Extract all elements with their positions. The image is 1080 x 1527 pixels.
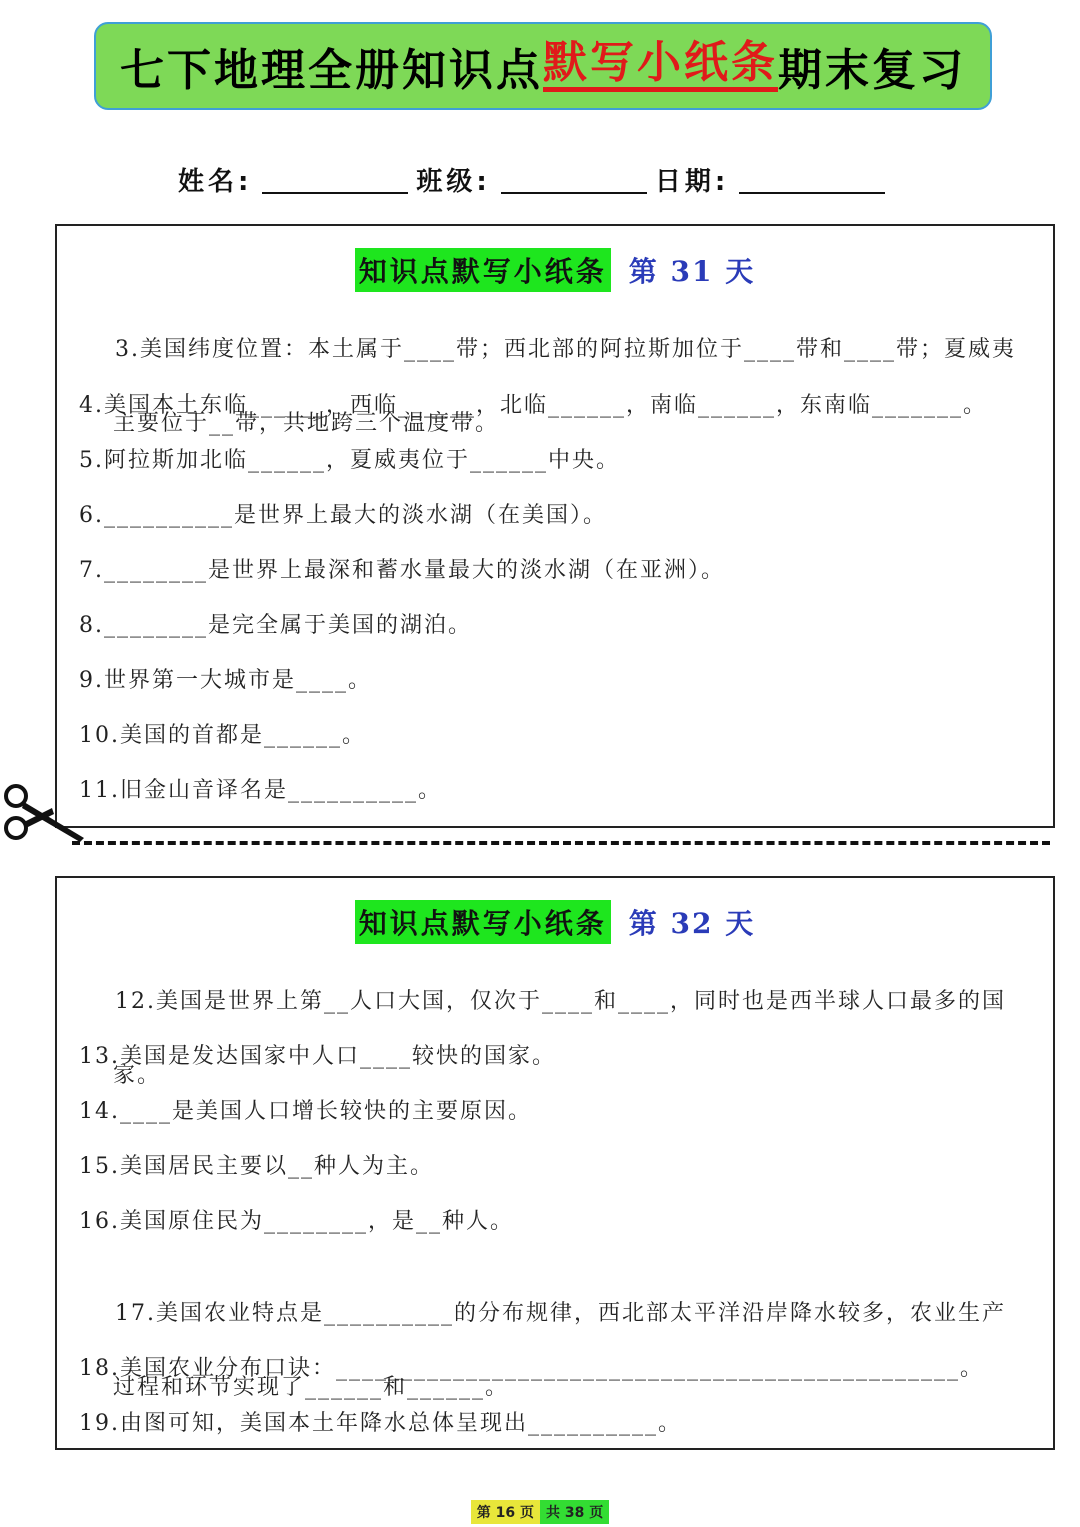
note-card-day-31 <box>55 224 1055 828</box>
question-line: 5.阿拉斯加北临______，夏威夷位于______中央。 <box>79 448 620 473</box>
question-line: 13.美国是发达国家中人口____较快的国家。 <box>79 1044 556 1069</box>
page-footer <box>0 1500 1080 1524</box>
question-line: 3.美国纬度位置：本土属于____带；西北部的阿拉斯加位于____带和____带；夏威夷 <box>114 337 1016 362</box>
question-line: 家。 <box>113 1063 162 1088</box>
question-line: 16.美国原住民为________，是__种人。 <box>79 1209 514 1234</box>
class-label: 班级: <box>416 167 491 197</box>
question-14 <box>79 1093 1029 1130</box>
card-tag: 知识点默写小纸条 <box>355 900 611 944</box>
card-day: 第 31 天 <box>628 255 756 288</box>
question-15 <box>79 1148 1029 1185</box>
title-highlight: 默写小纸条 <box>543 40 778 91</box>
question-line: 11.旧金山音译名是__________。 <box>79 778 442 803</box>
question-line: 17.美国农业特点是__________的分布规律，西北部太平洋沿岸降水较多，农业生产 <box>114 1301 1006 1326</box>
card-tag: 知识点默写小纸条 <box>355 248 611 292</box>
question-line: 8.________是完全属于美国的湖泊。 <box>79 613 472 638</box>
question-8 <box>79 607 1029 644</box>
title-prefix: 七下地理全册知识点 <box>120 45 543 96</box>
date-field[interactable] <box>739 162 885 194</box>
date-label: 日期: <box>654 167 730 197</box>
question-13 <box>79 1038 1029 1075</box>
question-line: 12.美国是世界上第__人口大国，仅次于____和____，同时也是西半球人口最多的国 <box>114 989 1006 1014</box>
question-16 <box>79 1203 1029 1240</box>
question-line: 主要位于__带，共地跨三个温度带。 <box>113 411 500 436</box>
question-line: 14.____是美国人口增长较快的主要原因。 <box>79 1099 532 1124</box>
student-info-row <box>178 152 893 198</box>
question-6 <box>79 497 1029 534</box>
question-line: 15.美国居民主要以__种人为主。 <box>79 1154 434 1179</box>
question-line: 10.美国的首都是______。 <box>79 723 366 748</box>
question-5 <box>79 442 1029 479</box>
note-card-day-32 <box>55 876 1055 1450</box>
page-number: 第 16 页 <box>471 1500 540 1524</box>
question-18 <box>79 1350 1029 1387</box>
name-field[interactable] <box>262 162 408 194</box>
question-19 <box>79 1405 1029 1442</box>
cut-line <box>72 841 1050 845</box>
card-header <box>57 248 1053 292</box>
question-4 <box>79 387 1029 424</box>
question-line: 9.世界第一大城市是____。 <box>79 668 372 693</box>
card-header <box>57 900 1053 944</box>
scissors-icon <box>0 778 86 846</box>
question-line: 4.美国本土东临______，西临______，北临______，南临______，东南临_______。 <box>79 393 987 418</box>
question-10 <box>79 717 1029 754</box>
question-9 <box>79 662 1029 699</box>
question-line: 19.由图可知，美国本土年降水总体呈现出__________。 <box>79 1411 682 1436</box>
class-field[interactable] <box>501 162 647 194</box>
name-label: 姓名: <box>178 167 253 197</box>
page-total: 共 38 页 <box>540 1500 609 1524</box>
question-11 <box>79 772 1029 809</box>
title-suffix: 期末复习 <box>778 45 966 96</box>
question-line: 18.美国农业分布口诀：________________________________________________。 <box>79 1356 984 1381</box>
question-line: 过程和环节实现了______和______。 <box>113 1375 510 1400</box>
question-line: 7.________是世界上最深和蓄水量最大的淡水湖（在亚洲）。 <box>79 558 725 583</box>
page-title <box>94 22 992 110</box>
card-day: 第 32 天 <box>628 907 756 940</box>
question-7 <box>79 552 1029 589</box>
question-line: 6.__________是世界上最大的淡水湖（在美国）。 <box>79 503 607 528</box>
